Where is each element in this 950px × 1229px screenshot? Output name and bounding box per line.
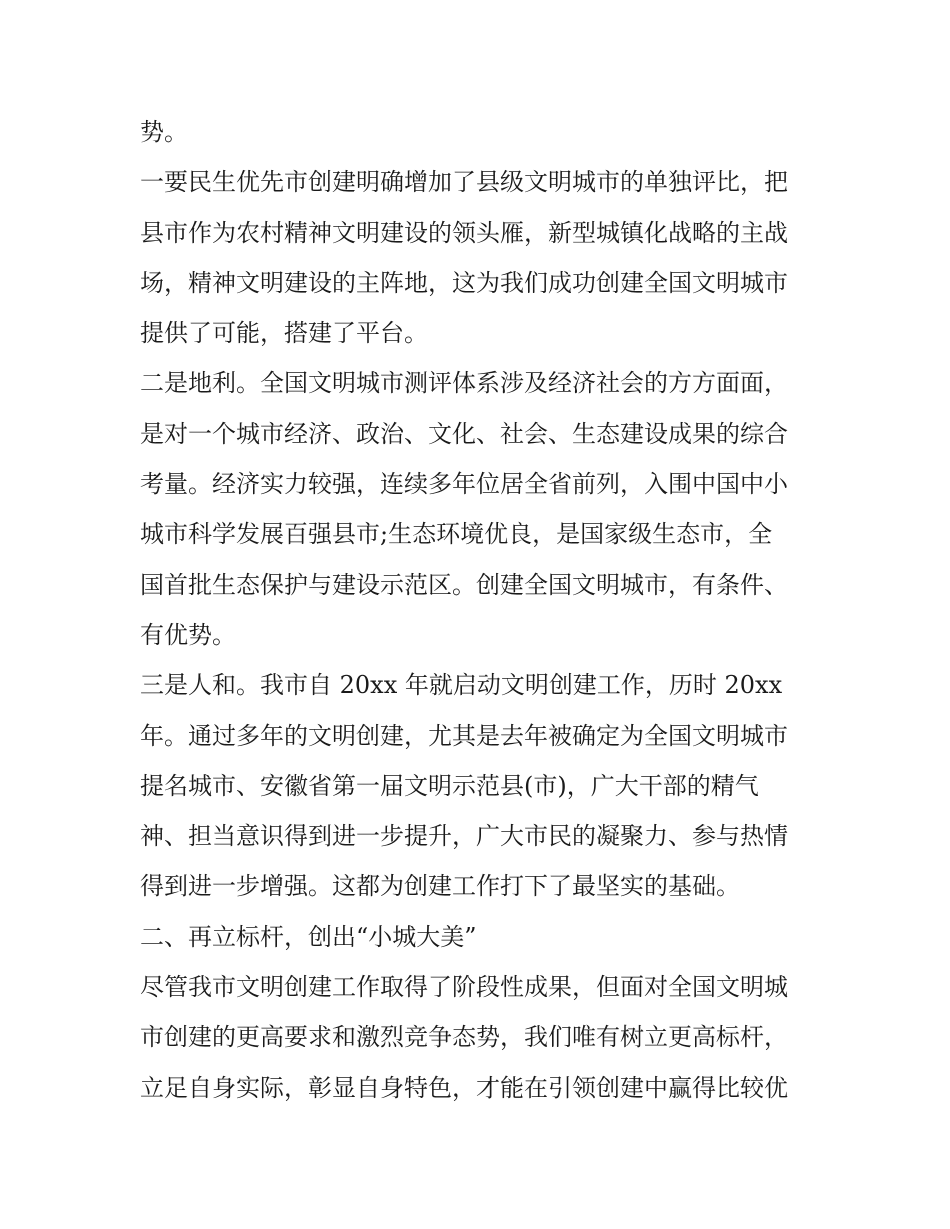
text-line: 国首批生态保护与建设示范区。创建全国文明城市，有条件、 — [140, 570, 788, 599]
text-line: 一要民生优先市创建明确增加了县级文明城市的单独评比，把 — [140, 168, 788, 197]
text-line: 县市作为农村精神文明建设的领头雁，新型城镇化战略的主战 — [140, 218, 788, 247]
text-line: 有优势。 — [140, 620, 236, 649]
text-line: 二是地利。全国文明城市测评体系涉及经济社会的方方面面， — [140, 369, 788, 398]
text-line: 神、担当意识得到进一步提升，广大市民的凝聚力、参与热情 — [140, 822, 788, 851]
text-line: 年。通过多年的文明创建，尤其是去年被确定为全国文明城市 — [140, 721, 788, 750]
text-line: 市创建的更高要求和激烈竞争态势，我们唯有树立更高标杆， — [140, 1023, 788, 1052]
text-line: 提供了可能，搭建了平台。 — [140, 319, 428, 348]
text-line: 势。 — [140, 118, 188, 146]
text-line: 城市科学发展百强县市;生态环境优良，是国家级生态市，全 — [140, 520, 773, 549]
text-line: 三是人和。我市自 20xx 年就启动文明创建工作，历时 20xx — [140, 671, 783, 700]
text-line: 得到进一步增强。这都为创建工作打下了最坚实的基础。 — [140, 872, 740, 901]
text-line: 考量。经济实力较强，连续多年位居全省前列，入围中国中小 — [140, 470, 788, 499]
text-line: 立足自身实际，彰显自身特色，才能在引领创建中赢得比较优 — [140, 1073, 788, 1102]
text-line: 场，精神文明建设的主阵地，这为我们成功创建全国文明城市 — [140, 268, 788, 297]
text-line: 是对一个城市经济、政治、文化、社会、生态建设成果的综合 — [140, 419, 788, 448]
text-line: 尽管我市文明创建工作取得了阶段性成果，但面对全国文明城 — [140, 973, 788, 1002]
text-line: 提名城市、安徽省第一届文明示范县(市)，广大干部的精气 — [140, 771, 759, 800]
section-heading: 二、再立标杆，创出“小城大美” — [140, 922, 477, 951]
body-text — [140, 107, 820, 1113]
